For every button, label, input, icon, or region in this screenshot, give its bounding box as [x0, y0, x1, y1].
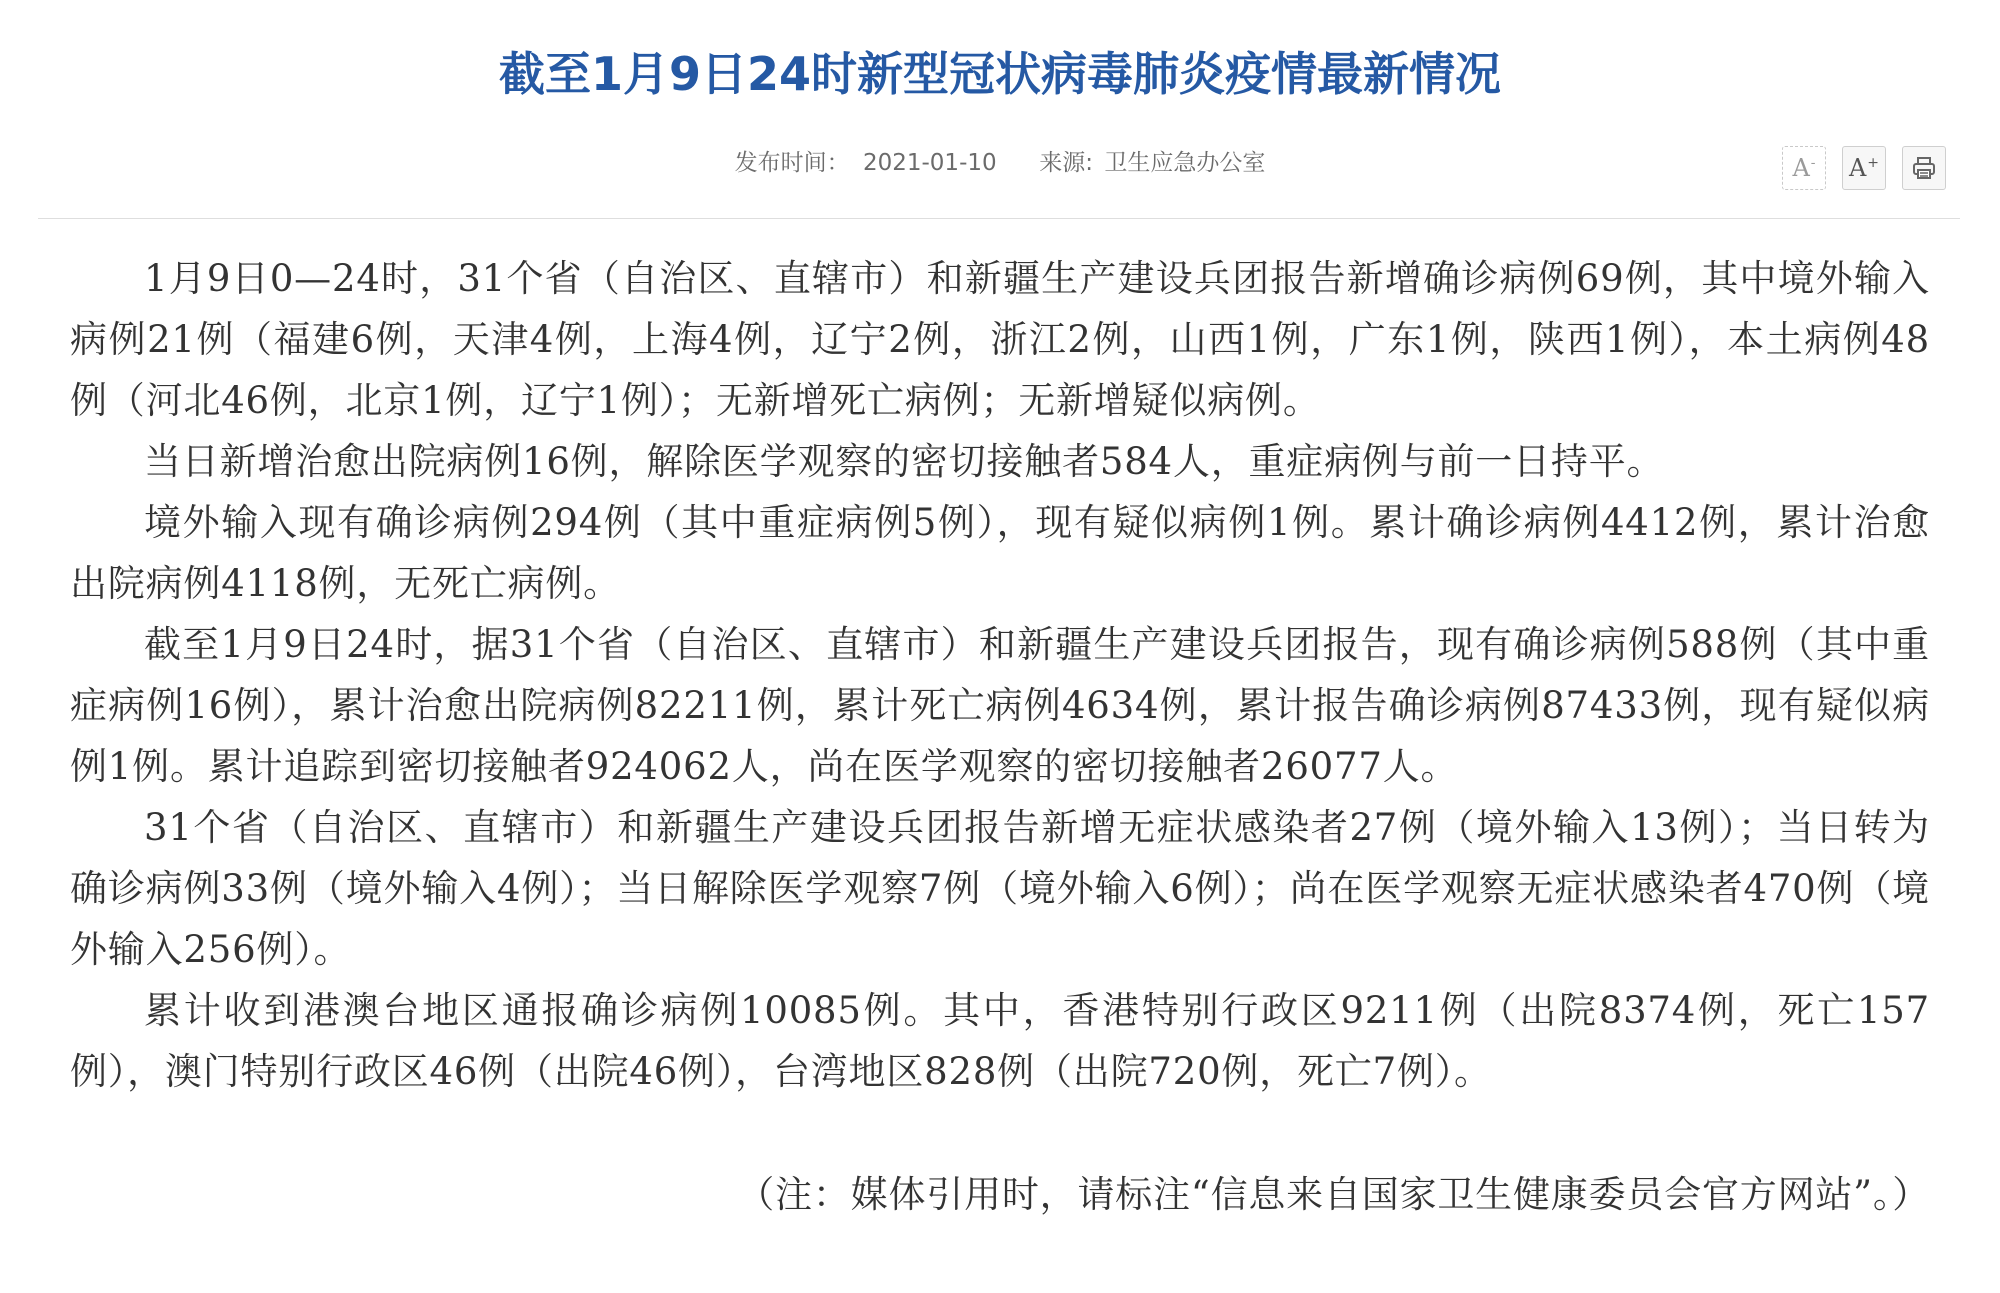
- paragraph: 31个省（自治区、直辖市）和新疆生产建设兵团报告新增无症状感染者27例（境外输入13例）；当日转为确诊病例33例（境外输入4例）；当日解除医学观察7例（境外输入6例）；尚在医学观察无症状感染者470例（境外输入256例）。: [70, 806, 1930, 971]
- font-increase-icon: A+: [1848, 154, 1880, 182]
- source-label: 来源:: [1039, 150, 1094, 176]
- paragraph: 1月9日0—24时，31个省（自治区、直辖市）和新疆生产建设兵团报告新增确诊病例69例，其中境外输入病例21例（福建6例，天津4例，上海4例，辽宁2例，浙江2例，山西1例，广东1例，陕西1例），本土病例48例（河北46例，北京1例，辽宁1例）；无新增死亡病例；无新增疑似病例。: [70, 257, 1930, 422]
- print-button[interactable]: [1902, 146, 1946, 190]
- article-meta: [0, 146, 2000, 180]
- article-tools: [1782, 146, 1946, 192]
- article-title: 截至1月9日24时新型冠状病毒肺炎疫情最新情况: [498, 47, 1502, 101]
- font-decrease-button[interactable]: [1782, 146, 1826, 190]
- citation-note: （注：媒体引用时，请标注“信息来自国家卫生健康委员会官方网站”。）: [737, 1173, 1930, 1216]
- article-body: [70, 248, 1930, 1102]
- paragraph: 境外输入现有确诊病例294例（其中重症病例5例），现有疑似病例1例。累计确诊病例4412例，累计治愈出院病例4118例，无死亡病例。: [70, 501, 1930, 605]
- paragraph: 当日新增治愈出院病例16例，解除医学观察的密切接触者584人，重症病例与前一日持平。: [144, 440, 1665, 483]
- source-value: 卫生应急办公室: [1104, 150, 1266, 176]
- font-increase-button[interactable]: [1842, 146, 1886, 190]
- paragraph: 截至1月9日24时，据31个省（自治区、直辖市）和新疆生产建设兵团报告，现有确诊病例588例（其中重症病例16例），累计治愈出院病例82211例，累计死亡病例4634例，累计报告确诊病例87433例，现有疑似病例1例。累计追踪到密切接触者924062人，尚在医学观察的密切接触者26077人。: [70, 623, 1930, 788]
- font-decrease-icon: A-: [1792, 154, 1816, 182]
- header-divider: [38, 218, 1960, 219]
- print-icon: [1911, 155, 1937, 181]
- paragraph: 累计收到港澳台地区通报确诊病例10085例。其中，香港特别行政区9211例（出院8374例，死亡157例），澳门特别行政区46例（出院46例），台湾地区828例（出院720例，死亡7例）。: [70, 989, 1930, 1093]
- publish-date: 2021-01-10: [862, 150, 997, 176]
- publish-label: 发布时间：: [734, 150, 850, 176]
